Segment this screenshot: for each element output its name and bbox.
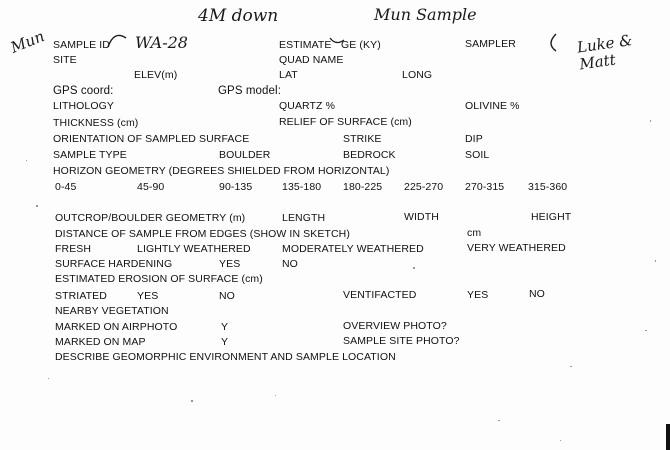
scan-speck bbox=[48, 378, 49, 379]
horizon-bin-315-360: 315-360 bbox=[528, 181, 568, 193]
handwritten-samplers: Luke & Matt bbox=[575, 30, 634, 74]
label-height: HEIGHT bbox=[531, 211, 572, 223]
label-sample-site-photo: SAMPLE SITE PHOTO? bbox=[343, 335, 460, 347]
ventifacted-no: NO bbox=[529, 288, 545, 300]
label-outcrop-geometry: OUTCROP/BOULDER GEOMETRY (m) bbox=[55, 212, 246, 224]
label-marked-on-airphoto: MARKED ON AIRPHOTO bbox=[55, 321, 178, 333]
scan-edge-mark bbox=[666, 424, 670, 450]
handwritten-left-note: Mun bbox=[8, 27, 47, 57]
scan-speck bbox=[655, 260, 656, 262]
horizon-bin-180-225: 180-225 bbox=[343, 181, 383, 193]
label-estimated-erosion: ESTIMATED EROSION OF SURFACE (cm) bbox=[55, 273, 263, 285]
circle-mark-sample-id bbox=[108, 35, 126, 47]
label-olivine: OLIVINE % bbox=[465, 100, 520, 112]
circle-mark-sampler bbox=[551, 34, 556, 51]
horizon-bin-0-45: 0-45 bbox=[55, 181, 77, 193]
hardening-no: NO bbox=[282, 258, 298, 270]
handwritten-rock-note: Mun Sample bbox=[374, 5, 477, 24]
label-site: SITE bbox=[53, 54, 77, 66]
option-bedrock: BEDROCK bbox=[343, 149, 396, 161]
horizon-bin-270-315: 270-315 bbox=[465, 181, 505, 193]
label-relief: RELIEF OF SURFACE (cm) bbox=[279, 116, 412, 128]
label-overview-photo: OVERVIEW PHOTO? bbox=[343, 320, 447, 332]
option-moderately-weathered: MODERATELY WEATHERED bbox=[282, 243, 424, 255]
label-horizon-geometry: HORIZON GEOMETRY (DEGREES SHIELDED FROM HORIZONTAL) bbox=[53, 165, 390, 177]
striated-no: NO bbox=[219, 290, 235, 302]
label-distance-from-edges: DISTANCE OF SAMPLE FROM EDGES (SHOW IN SKETCH) bbox=[55, 228, 350, 240]
label-ventifacted: VENTIFACTED bbox=[343, 289, 417, 301]
scan-speck bbox=[570, 366, 572, 367]
label-marked-on-map: MARKED ON MAP bbox=[55, 336, 146, 348]
label-lat: LAT bbox=[279, 69, 298, 81]
label-orientation: ORIENTATION OF SAMPLED SURFACE bbox=[53, 133, 250, 145]
label-estimate-age-tail: GE (KY) bbox=[341, 39, 381, 51]
label-sample-id: SAMPLE ID bbox=[53, 39, 110, 51]
label-dip: DIP bbox=[465, 133, 483, 145]
option-fresh: FRESH bbox=[55, 243, 92, 255]
label-cm: cm bbox=[467, 227, 482, 239]
option-soil: SOIL bbox=[465, 149, 490, 161]
map-y: Y bbox=[221, 336, 229, 348]
label-sampler: SAMPLER bbox=[465, 38, 516, 50]
horizon-bin-45-90: 45-90 bbox=[137, 181, 165, 193]
label-lithology: LITHOLOGY bbox=[53, 100, 114, 112]
label-thickness: THICKNESS (cm) bbox=[53, 117, 139, 129]
ventifacted-yes: YES bbox=[467, 289, 489, 301]
label-striated: STRIATED bbox=[55, 290, 107, 302]
label-elev: ELEV(m) bbox=[134, 69, 178, 81]
scan-speck bbox=[645, 330, 647, 331]
label-sample-type: SAMPLE TYPE bbox=[53, 149, 127, 161]
label-gps-coord: GPS coord: bbox=[53, 85, 114, 97]
label-surface-hardening: SURFACE HARDENING bbox=[55, 258, 173, 270]
scan-speck bbox=[36, 205, 38, 207]
horizon-bin-90-135: 90-135 bbox=[219, 181, 253, 193]
option-boulder: BOULDER bbox=[219, 149, 271, 161]
horizon-bin-225-270: 225-270 bbox=[404, 181, 444, 193]
label-width: WIDTH bbox=[404, 211, 439, 223]
airphoto-y: Y bbox=[221, 321, 229, 333]
label-strike: STRIKE bbox=[343, 133, 382, 145]
label-nearby-vegetation: NEARBY VEGETATION bbox=[55, 305, 169, 317]
label-length: LENGTH bbox=[282, 212, 326, 224]
label-long: LONG bbox=[402, 69, 433, 81]
scan-speck bbox=[26, 160, 27, 161]
option-lightly-weathered: LIGHTLY WEATHERED bbox=[137, 243, 251, 255]
label-quartz: QUARTZ % bbox=[279, 100, 336, 112]
scan-speck bbox=[191, 400, 193, 402]
scan-speck bbox=[560, 440, 561, 441]
label-describe-environment: DESCRIBE GEOMORPHIC ENVIRONMENT AND SAMPLE LOCATION bbox=[55, 351, 396, 363]
striated-yes: YES bbox=[137, 290, 159, 302]
scan-speck bbox=[498, 420, 500, 421]
hardening-yes: YES bbox=[219, 258, 241, 270]
handwritten-sample-id: WA-28 bbox=[135, 33, 188, 52]
handwritten-top-note: 4M down bbox=[198, 6, 279, 26]
label-estimate-age: ESTIMATE bbox=[279, 39, 332, 51]
label-gps-model: GPS model: bbox=[218, 85, 281, 97]
option-very-weathered: VERY WEATHERED bbox=[467, 242, 566, 254]
scan-speck bbox=[275, 395, 276, 396]
label-quad-name: QUAD NAME bbox=[279, 54, 344, 66]
horizon-bin-135-180: 135-180 bbox=[282, 181, 322, 193]
scan-speck bbox=[413, 267, 415, 269]
scan-speck bbox=[650, 120, 651, 122]
